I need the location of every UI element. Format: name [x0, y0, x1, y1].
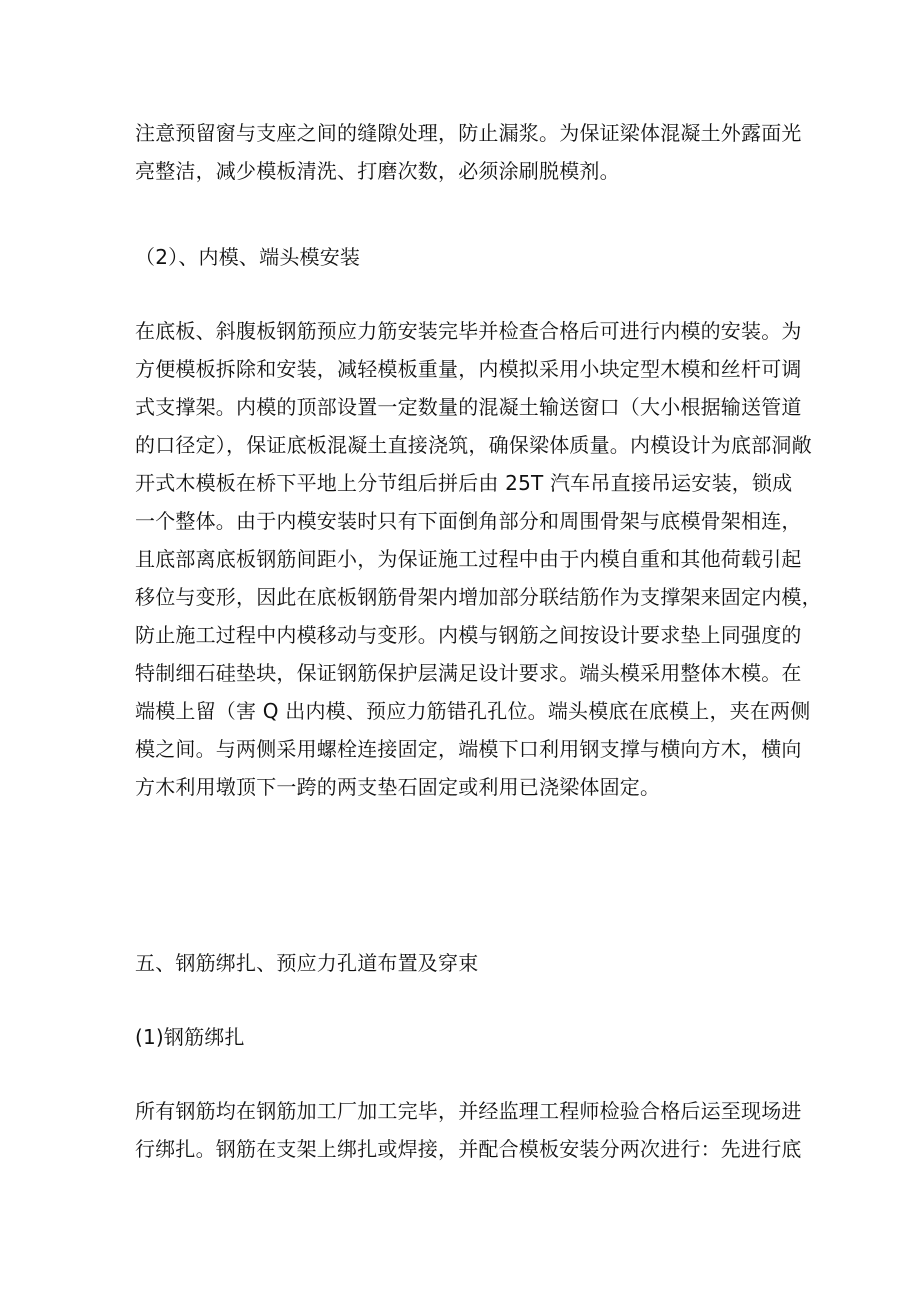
heading-text: （2）、内模、端头模安装	[135, 245, 361, 269]
text-line: 端模上留（害 Q 出内模、预应力筋错孔孔位。端头模底在底模上，夹在两侧	[135, 699, 811, 723]
text-line: 式支撑架。内模的顶部设置一定数量的混凝土输送窗口（大小根据输送管道	[135, 395, 802, 419]
text-line: 模之间。与两侧采用螺栓连接固定，端模下口利用钢支撑与横向方木，横向	[135, 737, 802, 761]
text-line: 一个整体。由于内模安装时只有下面倒角部分和周围骨架与底模骨架相连，	[135, 509, 802, 533]
text-line: 防止施工过程中内模移动与变形。内模与钢筋之间按设计要求垫上同强度的	[135, 623, 802, 647]
section-heading-rebar-prestress	[135, 944, 791, 982]
paragraph-formwork-release-agent	[135, 114, 802, 190]
text-line: 方木利用墩顶下一跨的两支垫石固定或利用已浇梁体固定。	[135, 775, 661, 799]
paragraph-rebar-binding	[135, 1092, 802, 1168]
text-line: 且底部离底板钢筋间距小，为保证施工过程中由于内模自重和其他荷载引起	[135, 547, 802, 571]
text-line: 移位与变形，因此在底板钢筋骨架内增加部分联结筋作为支撑架来固定内模，	[135, 585, 822, 609]
text-line: 注意预留窗与支座之间的缝隙处理，防止漏浆。为保证梁体混凝土外露面光	[135, 121, 802, 145]
text-line: 所有钢筋均在钢筋加工厂加工完毕，并经监理工程师检验合格后运至现场进	[135, 1099, 802, 1123]
heading-text: 五、钢筋绑扎、预应力孔道布置及穿束	[135, 951, 479, 975]
heading-text: (1)钢筋绑扎	[135, 1025, 245, 1049]
text-line: 特制细石硅垫块，保证钢筋保护层满足设计要求。端头模采用整体木模。在	[135, 661, 802, 685]
paragraph-inner-formwork-installation	[135, 312, 822, 806]
text-line: 行绑扎。钢筋在支架上绑扎或焊接，并配合模板安装分两次进行：先进行底	[135, 1137, 802, 1161]
text-line: 的口径定），保证底板混凝土直接浇筑，确保梁体质量。内模设计为底部洞敞	[135, 433, 812, 457]
text-line: 方便模板拆除和安装，减轻模板重量，内模拟采用小块定型木模和丝杆可调	[135, 357, 802, 381]
subsection-heading-rebar-binding	[135, 1018, 791, 1056]
subsection-heading-inner-end-formwork	[135, 238, 791, 276]
text-line: 在底板、斜腹板钢筋预应力筋安装完毕并检查合格后可进行内模的安装。为	[135, 319, 802, 343]
text-line: 亮整洁，减少模板清洗、打磨次数，必须涂刷脱模剂。	[135, 159, 620, 183]
text-line: 开式木模板在桥下平地上分节组后拼后由 25T 汽车吊直接吊运安装，锁成	[135, 471, 793, 495]
